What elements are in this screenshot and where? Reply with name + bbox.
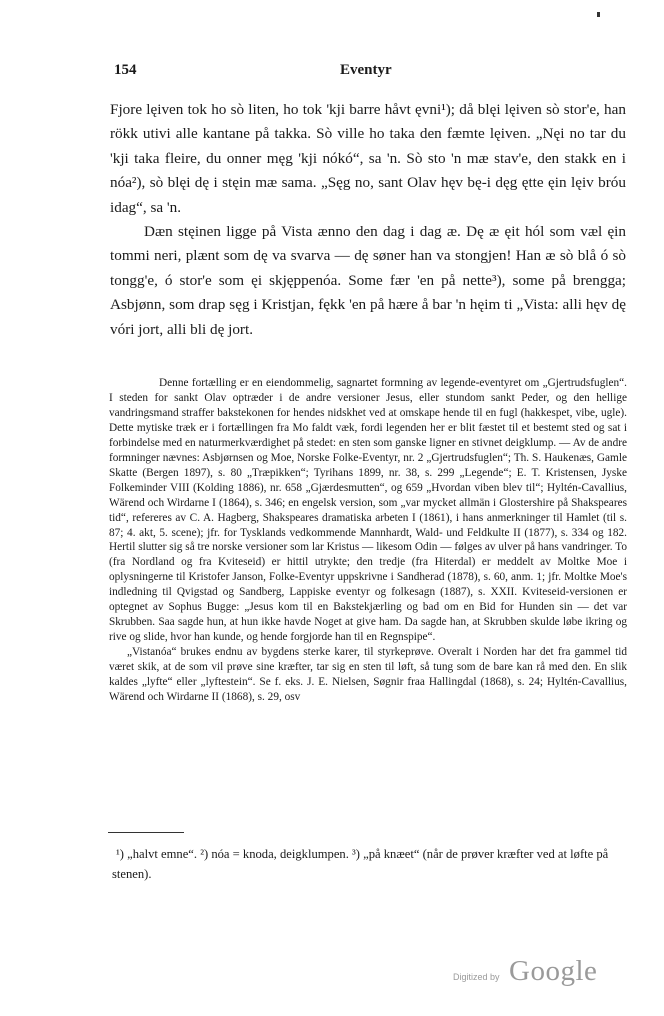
page-speck [597,12,600,17]
footnote-text: ¹) „halvt emne“. ²) nóa = knoda, deigklumpen. ³) „på knæet“ (når de prøver kræfter ved at løfte på stenen). [112,847,609,881]
footnotes [112,845,626,884]
story-text [110,98,626,342]
story-paragraph: Dæn stęinen ligge på Vista ænno den dag i dag æ. Dę æ ęit hól som væl ęin tommi neri, plænt som dę va svarva — dę søner han va stongjen! Han æ sò blå ó sò tongg'e, ó stor'e som ęi skjęppenóa. Some fær 'en på nette³), some på brengga; Asbjønn, som drap sęg i Kristjan, fękk 'en på hære å bar 'n hęim ti „Vista: alli hęv dę vóri jort, alli bli dę jort. [110,223,626,338]
commentary-note [109,376,627,705]
watermark-small-text: Digitized by [453,972,500,982]
google-watermark [453,955,643,995]
page-header [114,62,624,84]
page-number: 154 [114,62,137,78]
footnote-rule [108,832,184,833]
google-logo: Google [509,955,598,987]
story-paragraph: Fjore lęiven tok ho sò liten, ho tok 'kji barre håvt ęvni¹); då blęi lęiven sò stor'e, han rökk utivi alle kantane på takka. Sò ville ho taka den fæmte lęiven. „Nęi no tar du 'kji taka fleire, du onner męg 'kji nókó“, sa 'n. Sò sto 'n mæ stav'e, den stakk en i nóa²), sò blęi dę i stęin mæ sama. „Sęg no, sant Olav hęv bę-i dęg ętte ęin lęiv bróu idag“, sa 'n. [110,101,626,216]
commentary-paragraph: „Vistanóa“ brukes endnu av bygdens sterke karer, til styrkeprøve. Overalt i Norden har det fra gammel tid været skik, at de som vil prøve sine kræfter, tar sig en sten til løft, så tung som de bare kan rå med den. En slik kaldes „lyfte“ eller „lyftestein“. Se f. eks. J. E. Nielsen, Søgnir fraa Hallingdal (1868), s. 24; Hyltén-Cavallius, Wärend och Wirdarne II (1868), s. 29, osv [109,646,627,704]
commentary-paragraph: Denne fortælling er en eiendommelig, sagnartet formning av legende-eventyret om „Gjertrudsfuglen“. I steden for sankt Olav optræder i de andre versioner Jesus, eller stundom sankt Peder, og den hellige vandringsmand straffer bakstekonen for hendes nidskhet ved at omskape hende til en fugl (hakkespet, vibe, ugle). Dette mytiske træk er i fortællingen fra Mo faldt væk, fordi legenden her er blit fæstet til et bestemt sted og sat i forbindelse med en naturmerkværdighet på stedet: en sten som ganske ligner en stivnet deigklump. — Av de andre formninger nævnes: Asbjørnsen og Moe, Norske Folke-Eventyr, nr. 2 „Gjertrudsfuglen“; Th. S. Haukenæs, Gamle Skatte (Bergen 1897), s. 80 „Træpikken“; Tyrihans 1899, nr. 38, s. 299 „Legende“; E. T. Kristensen, Jyske Folkeminder VIII (Kolding 1886), nr. 658 „Gjærdesmutten“, og 659 „Hvordan viben blev til“; Hyltén-Cavallius, Wärend och Wirdarne I (1864), s. 346; en engelsk version, som „var mycket allmän i Glostershire på Shakspeares tid“, refereres av C. A. Hagberg, Shakspeares dramatiska arbeten I (1861), i hans anmerkninger til Hamlet (til s. 87; 4. akt, 5. scene); jfr. for Tysklands vedkommende Mannhardt, Wald- und Feldkulte II (1877), s. 334 og 182. Hertil slutter sig så tre norske versioner som lar Kristus — likesom Odin — følges av ulver på hans vandringer. To (fra Nordland og fra Kviteseid) er hittil utrykte; den tredje (fra Hiterdal) er meddelt av Moltke Moe i oplysningerne til Kristofer Janson, Folke-Eventyr uppskrivne i Sandherad (1878), s. 60, anm. 1; jfr. Moltke Moe's indledning til Qvigstad og Sandberg, Lappiske eventyr og folkesagn (1887), s. XXII. Kviteseid-versionen er optegnet av Sophus Bugge: „Jesus kom til en Bakstekjærling og bad om en Bid for Hunden sin — det var Skrubben. Saa sagde hun, at hun ikke havde Noget at give ham. Da sagde han, at Skrubben skulde løbe ikring og rive og slide, hvor han kunde, og hende forgjorde han til en Regnspipe“. [109,377,627,644]
running-title: Eventyr [340,62,392,78]
